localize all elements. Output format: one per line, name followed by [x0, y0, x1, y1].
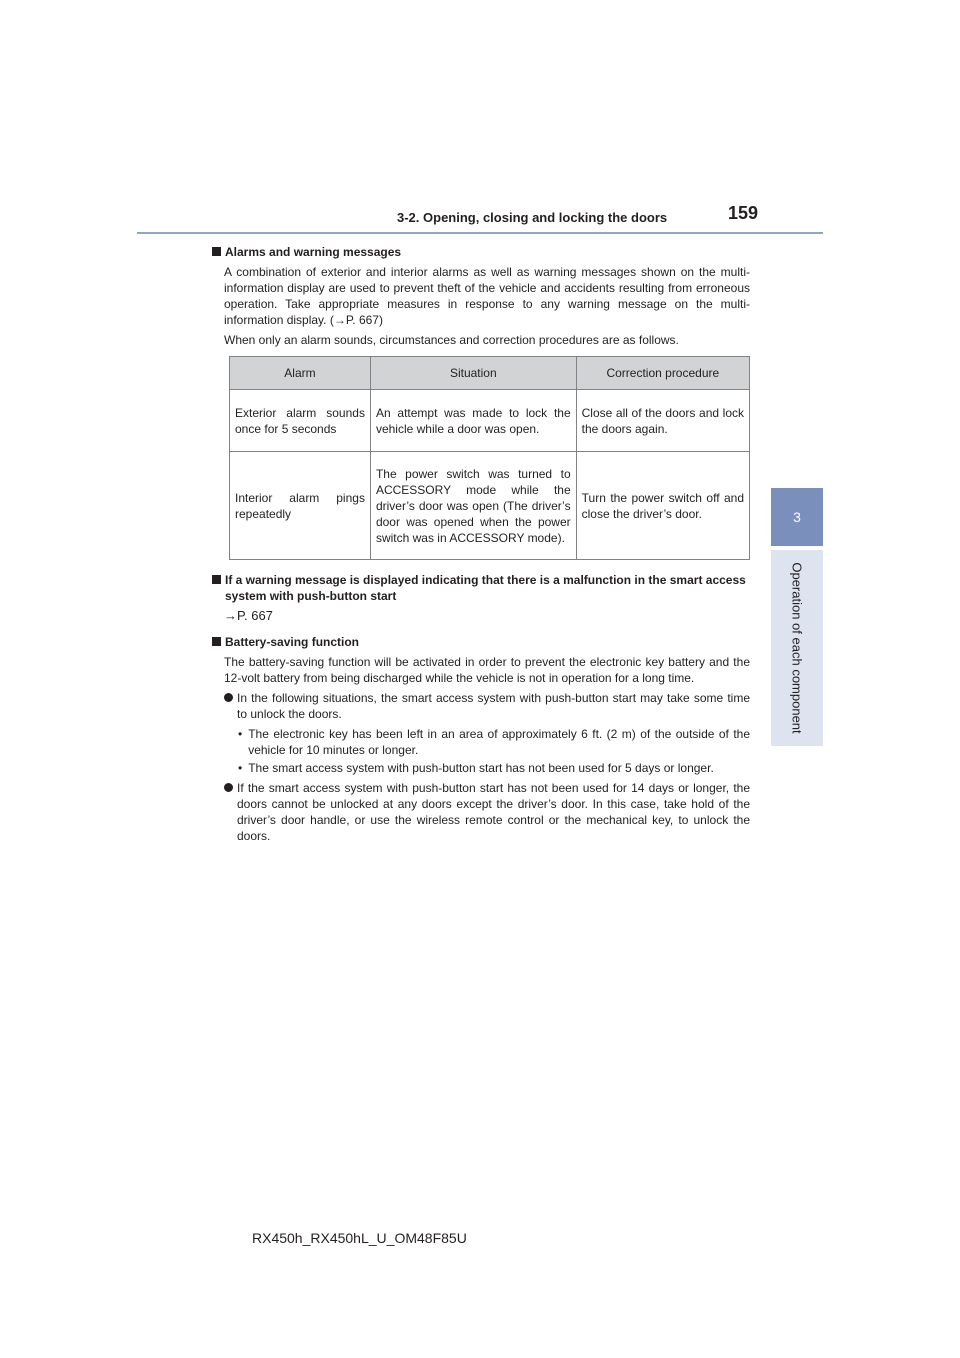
table-cell-situation: An attempt was made to lock the vehicle while a door was open. [370, 390, 576, 452]
table-cell-situation: The power switch was turned to ACCESSORY mode while the driver’s door was open (The driver’s door was opened when the power switch was in ACCESSORY mode). [370, 452, 576, 560]
chapter-tab-number[interactable]: 3 [771, 488, 823, 546]
chapter-title: 3-2. Opening, closing and locking the doors [397, 210, 668, 225]
section-battery-heading [212, 634, 750, 650]
table-cell-correction: Close all of the doors and lock the doors again. [576, 390, 749, 452]
round-bullet-icon [224, 693, 233, 702]
square-bullet-icon [212, 637, 221, 646]
sub-bullet-marker: • [238, 727, 243, 741]
alarms-paragraph-2: When only an alarm sounds, circumstances and correction procedures are as follows. [224, 333, 679, 347]
list-item [224, 780, 750, 844]
square-bullet-icon [212, 247, 221, 256]
list-item [238, 726, 750, 758]
malfunction-page-reference[interactable]: →P. 667 [224, 608, 273, 623]
battery-paragraph-1: The battery-saving function will be activated in order to prevent the electronic key battery and the 12-volt battery from being discharged while the vehicle is not in operation for a long time. [224, 655, 750, 685]
section-malfunction-heading [212, 572, 750, 604]
chapter-tab-label: Operation of each component [789, 562, 805, 734]
table-cell-alarm: Interior alarm pings repeatedly [230, 452, 371, 560]
alarms-paragraph-1: A combination of exterior and interior alarms as well as warning messages shown on the multi-information display are used to prevent theft of the vehicle and accidents resulting from erroneous operation. Take appropriate measures in response to any warning message on the multi-information display. (→P. 667) [224, 265, 750, 327]
header-alarm: Alarm [230, 357, 371, 390]
round-bullet-icon [224, 783, 233, 792]
section-battery-title: Battery-saving function [225, 635, 360, 649]
table-row [230, 390, 750, 452]
section-malfunction-title: If a warning message is displayed indicating that there is a malfunction in the smart access system with push-button start [225, 573, 746, 603]
page-number: 159 [728, 203, 759, 223]
list-item [224, 690, 750, 722]
section-alarms-title: Alarms and warning messages [225, 245, 402, 259]
table-row [230, 452, 750, 560]
battery-bullet-2: If the smart access system with push-button start has not been used for 14 days or longer, the doors cannot be unlocked at any doors except the driver’s door. In this case, take hold of the driver’s door handle, or use the wireless remote control or the mechanical key, to unlock the doors. [237, 781, 750, 843]
battery-bullet-1: In the following situations, the smart access system with push-button start may take some time to unlock the doors. [237, 691, 750, 721]
header-situation: Situation [370, 357, 576, 390]
battery-subpoint-2: The smart access system with push-button start has not been used for 5 days or longer. [248, 761, 714, 775]
page-header [0, 0, 960, 240]
model-code-footer: RX450h_RX450hL_U_OM48F85U [252, 1230, 467, 1246]
header-divider [137, 232, 823, 234]
table-cell-correction: Turn the power switch off and close the driver’s door. [576, 452, 749, 560]
sub-bullet-marker: • [238, 761, 243, 775]
list-item [238, 760, 750, 776]
square-bullet-icon [212, 575, 221, 584]
alarm-table-header-row [230, 357, 750, 390]
battery-subpoint-1: The electronic key has been left in an area of approximately 6 ft. (2 m) of the outside of the vehicle for 10 minutes or longer. [248, 727, 750, 757]
section-alarms-heading [212, 244, 750, 260]
table-cell-alarm: Exterior alarm sounds once for 5 seconds [230, 390, 371, 452]
header-correction: Correction procedure [576, 357, 749, 390]
alarm-table [229, 356, 750, 560]
chapter-tab[interactable] [771, 550, 823, 746]
page-content [212, 244, 750, 848]
